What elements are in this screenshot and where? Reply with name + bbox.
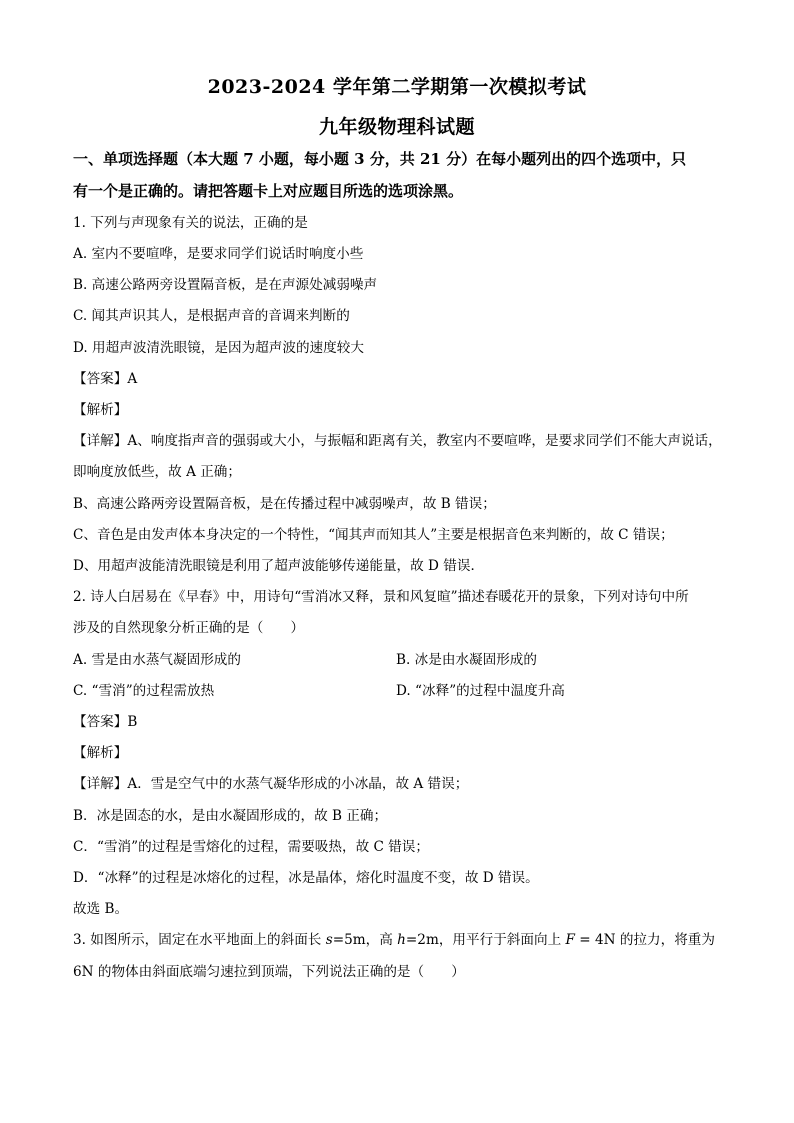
q1-detail-4: C、音色是由发声体本身决定的一个特性，“闻其声而知其人”主要是根据音色来判断的，故 C 错误； [73, 527, 674, 543]
q1-option-b: B. 高速公路两旁设置隔音板，是在声源处减弱噪声 [73, 277, 378, 293]
q2-detail-3: C．“雪消”的过程是雪熔化的过程，需要吸热，故 C 错误； [73, 839, 429, 855]
q2-option-c: C. “雪消”的过程需放热 [73, 683, 215, 699]
q2-option-b: B. 冰是由水凝固形成的 [396, 652, 537, 668]
q2-detail-1: 【详解】A．雪是空气中的水蒸气凝华形成的小冰晶，故 A 错误； [73, 776, 469, 792]
q2-answer: 【答案】B [73, 714, 138, 730]
q2-option-a: A. 雪是由水蒸气凝固形成的 [73, 652, 241, 668]
q3-stem-part-b: =5m，高 [332, 932, 398, 948]
q1-option-a: A. 室内不要喧哗，是要求同学们说话时响度小些 [73, 246, 364, 262]
q3-var-h: h [397, 932, 406, 948]
q2-stem-line2: 涉及的自然现象分析正确的是（ ） [73, 620, 305, 636]
q3-stem-line2: 6N 的物体由斜面底端匀速拉到顶端，下列说法正确的是（ ） [73, 964, 465, 980]
exam-title: 2023-2024 学年第二学期第一次模拟考试 [207, 76, 587, 98]
q1-stem: 1. 下列与声现象有关的说法，正确的是 [73, 215, 308, 231]
q3-var-F: F [565, 932, 575, 948]
q3-stem-part-c: =2m，用平行于斜面向上 [405, 932, 566, 948]
q2-conclusion: 故选 B。 [73, 901, 129, 917]
section-instruction-line2: 有一个是正确的。请把答题卡上对应题目所选的选项涂黑。 [73, 182, 464, 200]
q1-option-d: D. 用超声波清洗眼镜，是因为超声波的速度较大 [73, 340, 364, 356]
q3-stem-part-a: 3. 如图所示，固定在水平地面上的斜面长 [73, 932, 326, 948]
section-instruction-line1: 一、单项选择题（本大题 7 小题，每小题 3 分，共 21 分）在每小题列出的四个选项中，只 [73, 150, 687, 168]
q1-detail-5: D、用超声波能清洗眼镜是利用了超声波能够传递能量，故 D 错误． [73, 558, 485, 574]
q1-detail-1: 【详解】A、响度指声音的强弱或大小，与振幅和距离有关，教室内不要喧哗，是要求同学们不能大声说话， [73, 433, 722, 449]
q2-option-d: D. “冰释”的过程中温度升高 [396, 683, 565, 699]
q2-analysis-label: 【解析】 [73, 745, 128, 761]
q1-option-c: C. 闻其声识其人，是根据声音的音调来判断的 [73, 308, 350, 324]
q1-detail-2: 即响度放低些，故 A 正确； [73, 464, 241, 480]
exam-subtitle: 九年级物理科试题 [318, 116, 475, 138]
q2-detail-2: B．冰是固态的水，是由水凝固形成的，故 B 正确； [73, 808, 388, 824]
q3-stem-part-d: = 4N 的拉力，将重为 [574, 932, 715, 948]
q2-stem-line1: 2. 诗人白居易在《早春》中，用诗句“雪消冰又释，景和风复暄”描述春暖花开的景象，下列对诗句中所 [73, 589, 689, 605]
q3-stem-line1 [73, 930, 723, 950]
q1-answer: 【答案】A [73, 371, 138, 387]
q1-detail-3: B、高速公路两旁设置隔音板，是在传播过程中减弱噪声，故 B 错误； [73, 496, 496, 512]
q1-analysis-label: 【解析】 [73, 402, 128, 418]
q3-var-s: s [325, 932, 333, 948]
q2-detail-4: D．“冰释”的过程是冰熔化的过程，冰是晶体，熔化时温度不变，故 D 错误。 [73, 870, 539, 886]
